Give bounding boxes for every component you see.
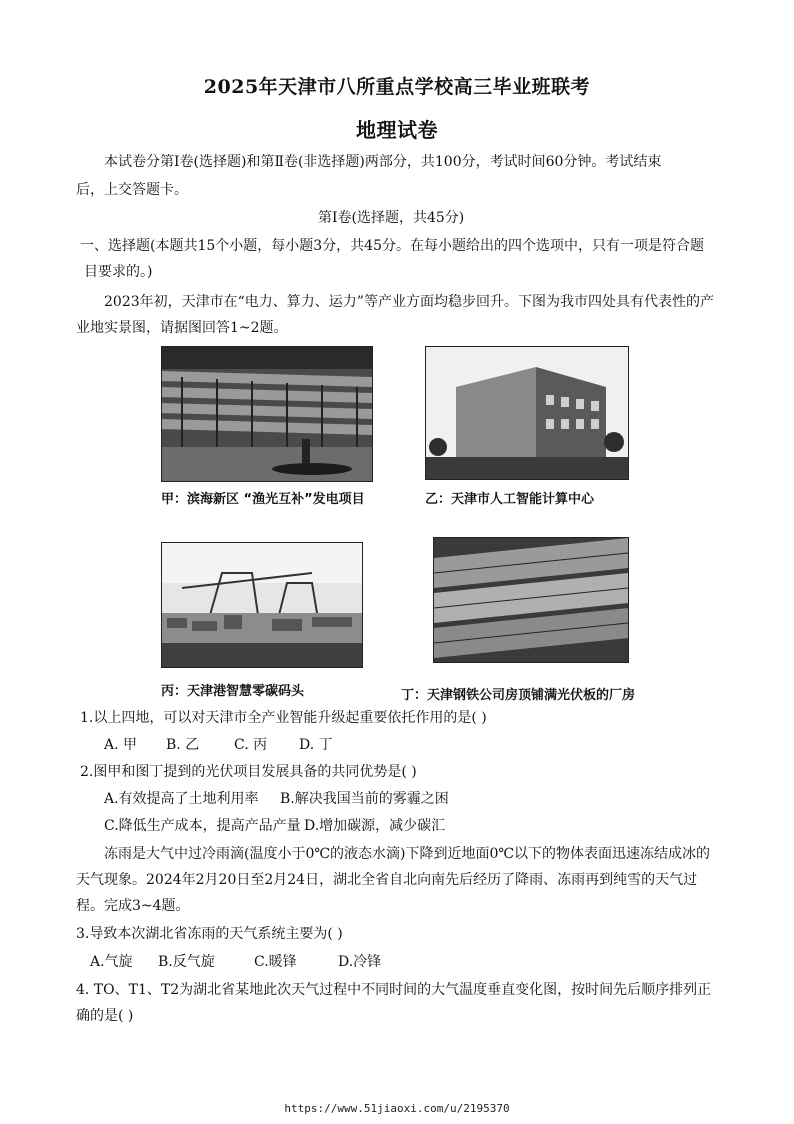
exam-title: 2025年天津市八所重点学校高三毕业班联考	[203, 76, 591, 98]
q2-stem: 2.图甲和图丁提到的光伏项目发展具备的共同优势是( )	[80, 764, 417, 780]
figure-jia-caption: 甲：滨海新区 “渔光互补”发电项目	[161, 492, 365, 507]
figure-bing-photo	[161, 542, 363, 668]
passage2-line-2: 天气现象。2024年2月20日至2月24日，湖北全省自北向南先后经历了降雨、冻雨再到纯雪的天气过	[76, 872, 698, 888]
exam-subtitle: 地理试卷	[356, 118, 438, 142]
footer-url[interactable]: https://www.51jiaoxi.com/u/2195370	[284, 1102, 510, 1115]
q4-line-1: 4. TO、T1、T2为湖北省某地此次天气过程中不同时间的大气温度垂直变化图，按时间先后顺序排列正	[76, 982, 712, 998]
figure-jia-photo	[161, 346, 373, 482]
q1-stem: 1.以上四地，可以对天津市全产业智能升级起重要依托作用的是( )	[80, 710, 487, 726]
q1-option-b: B. 乙	[166, 737, 200, 753]
q3-stem: 3.导致本次湖北省冻雨的天气系统主要为( )	[76, 926, 343, 942]
q1-option-c: C. 丙	[234, 737, 268, 753]
intro-line-2: 后，上交答题卡。	[76, 182, 188, 198]
passage1-line-1: 2023年初，天津市在“电力、算力、运力”等产业方面均稳步回升。下图为我市四处具有代表性的产	[104, 294, 714, 310]
q3-option-a: A.气旋	[90, 954, 133, 970]
q3-option-c: C.暖锋	[254, 954, 297, 970]
figure-ding-photo	[433, 537, 629, 663]
passage2-line-3: 程。完成3~4题。	[76, 898, 190, 914]
figure-ding-caption: 丁：天津钢铁公司房顶铺满光伏板的厂房	[401, 688, 636, 703]
q2-option-d: D.增加碳源，减少碳汇	[304, 818, 446, 834]
section-instruction-1: 一、选择题(本题共15个小题，每小题3分，共45分。在每小题给出的四个选项中，只有一项是符合题	[80, 238, 704, 254]
q2-option-b: B.解决我国当前的雾霾之困	[280, 791, 449, 807]
q3-option-b: B.反气旋	[158, 954, 215, 970]
intro-line-1: 本试卷分第Ⅰ卷(选择题)和第Ⅱ卷(非选择题)两部分，共100分，考试时间60分钟。考试结束	[104, 154, 662, 170]
passage1-line-2: 业地实景图，请据图回答1~2题。	[76, 320, 288, 336]
q4-line-2: 确的是( )	[76, 1008, 134, 1024]
passage2-line-1: 冻雨是大气中过冷雨滴(温度小于0℃的液态水滴)下降到近地面0℃以下的物体表面迅速冻结成冰的	[104, 846, 711, 862]
figure-yi-caption: 乙：天津市人工智能计算中心	[425, 492, 595, 507]
q1-option-a: A. 甲	[104, 737, 138, 753]
figure-bing-caption: 丙：天津港智慧零碳码头	[161, 684, 305, 699]
section-instruction-2: 目要求的。)	[84, 264, 153, 280]
section-heading: 第Ⅰ卷(选择题，共45分)	[318, 210, 465, 226]
figure-yi-photo	[425, 346, 629, 480]
q2-option-a: A.有效提高了土地利用率	[104, 791, 259, 807]
q2-option-c: C.降低生产成本，提高产品产量	[104, 818, 301, 834]
q3-option-d: D.冷锋	[338, 954, 382, 970]
q1-option-d: D. 丁	[299, 737, 333, 753]
